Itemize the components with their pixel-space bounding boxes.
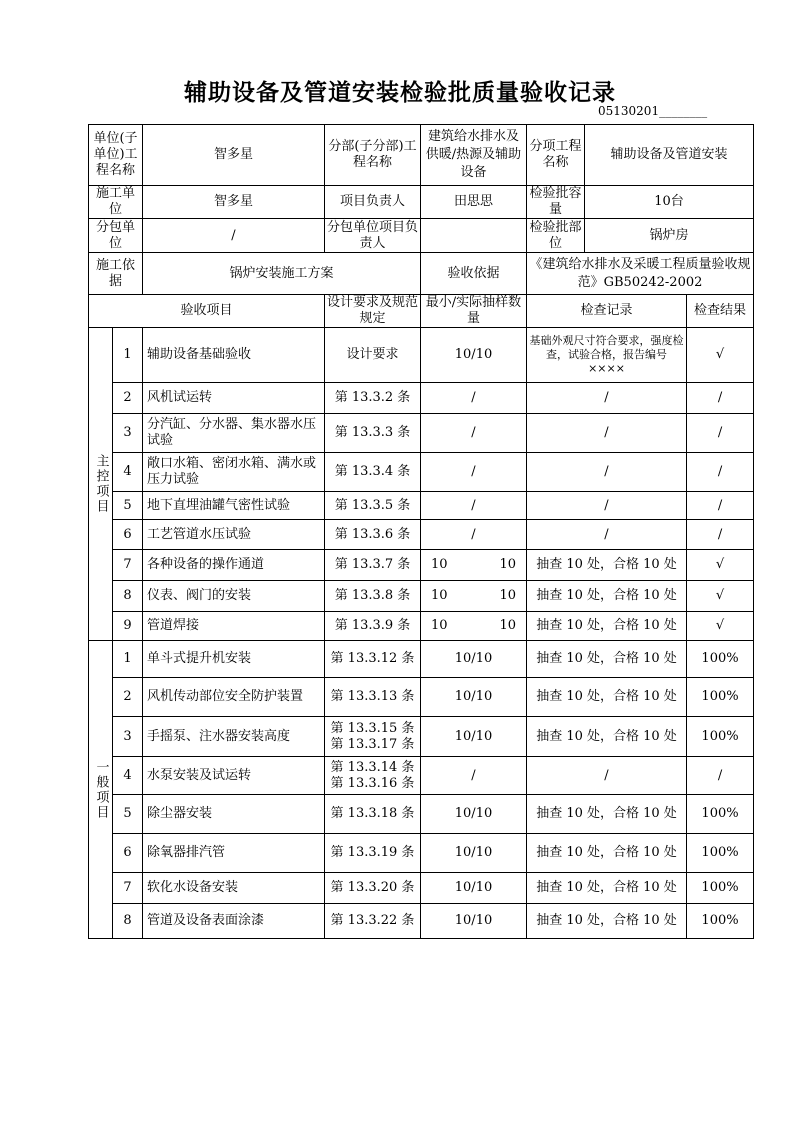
item-number: 8 (113, 904, 143, 939)
sub-pm-label: 分包单位项目负责人 (325, 219, 421, 253)
col-record-header: 检查记录 (527, 295, 687, 328)
item-number: 1 (113, 328, 143, 383)
requirement-line-1: 第 13.3.15 条 (330, 720, 415, 736)
item-record: 抽查 10 处，合格 10 处 (527, 550, 687, 581)
item-sample (421, 581, 527, 612)
item-requirement: 第 13.3.12 条 (325, 641, 421, 678)
requirement-line-2: 第 13.3.17 条 (330, 736, 415, 752)
table-row (89, 795, 754, 834)
item-sample: 10/10 (421, 328, 527, 383)
item-number: 6 (113, 520, 143, 550)
table-row (89, 550, 754, 581)
item-requirement: 第 13.3.4 条 (325, 453, 421, 492)
item-record: 抽查 10 处，合格 10 处 (527, 795, 687, 834)
main-items-group-label: 主控项目 (89, 328, 113, 641)
item-requirement: 第 13.3.8 条 (325, 581, 421, 612)
table-row (89, 873, 754, 904)
capacity-label: 检验批容量 (527, 186, 585, 219)
table-row (89, 492, 754, 520)
item-name: 管道焊接 (143, 612, 325, 641)
item-sample (421, 550, 527, 581)
item-sample: / (421, 453, 527, 492)
requirement-line-1: 第 13.3.14 条 (330, 759, 415, 775)
general-items-group-label: 一般项目 (89, 641, 113, 939)
item-requirement: 第 13.3.2 条 (325, 383, 421, 414)
form-code: 05130201________ (598, 104, 708, 118)
item-requirement (325, 717, 421, 757)
item-name: 各种设备的操作通道 (143, 550, 325, 581)
basis-label: 施工依据 (89, 253, 143, 295)
item-sample: 10/10 (421, 873, 527, 904)
item-name: 水泵安装及试运转 (143, 757, 325, 795)
item-result: / (687, 520, 754, 550)
item-result: 100% (687, 678, 754, 717)
item-name: 风机传动部位安全防护装置 (143, 678, 325, 717)
item-number: 7 (113, 550, 143, 581)
table-row (89, 328, 754, 383)
location-label: 检验批部位 (527, 219, 585, 253)
sample-actual: 10 (499, 557, 516, 572)
item-name: 管道及设备表面涂漆 (143, 904, 325, 939)
item-record: 抽查 10 处，合格 10 处 (527, 873, 687, 904)
item-requirement: 第 13.3.19 条 (325, 834, 421, 873)
item-result: √ (687, 612, 754, 641)
item-number: 3 (113, 717, 143, 757)
item-number: 7 (113, 873, 143, 904)
item-record: 抽查 10 处，合格 10 处 (527, 834, 687, 873)
col-item-header: 验收项目 (89, 295, 325, 328)
item-sample: / (421, 414, 527, 453)
table-row (89, 414, 754, 453)
pm-label: 项目负责人 (325, 186, 421, 219)
item-number: 2 (113, 383, 143, 414)
item-name: 软化水设备安装 (143, 873, 325, 904)
item-number: 4 (113, 757, 143, 795)
item-result: 100% (687, 641, 754, 678)
item-number: 5 (113, 795, 143, 834)
sample-min: 10 (431, 618, 448, 633)
item-sample: 10/10 (421, 795, 527, 834)
item-name: 仪表、阀门的安装 (143, 581, 325, 612)
item-name: 辅助设备基础验收 (143, 328, 325, 383)
col-sample-header: 最小/实际抽样数量 (421, 295, 527, 328)
table-row (89, 453, 754, 492)
item-record: 基础外观尺寸符合要求，强度检查，试验合格，报告编号×××× (527, 328, 687, 383)
item-requirement: 第 13.3.13 条 (325, 678, 421, 717)
item-number: 4 (113, 453, 143, 492)
item-name: 风机试运转 (143, 383, 325, 414)
item-name: 除氧器排汽管 (143, 834, 325, 873)
item-requirement (325, 757, 421, 795)
item-name: 工艺管道水压试验 (143, 520, 325, 550)
item-number: 6 (113, 834, 143, 873)
item-record: / (527, 492, 687, 520)
item-sample (421, 612, 527, 641)
pm-value: 田思思 (421, 186, 527, 219)
acceptance-basis-value: 《建筑给水排水及采暖工程质量验收规范》GB50242-2002 (527, 253, 754, 295)
item-result: / (687, 383, 754, 414)
item-number: 1 (113, 641, 143, 678)
item-result: / (687, 414, 754, 453)
item-sample: 10/10 (421, 641, 527, 678)
item-requirement: 第 13.3.20 条 (325, 873, 421, 904)
item-result: 100% (687, 904, 754, 939)
requirement-line-2: 第 13.3.16 条 (330, 775, 415, 791)
item-record: / (527, 520, 687, 550)
table-row (89, 757, 754, 795)
sub-pm-value (421, 219, 527, 253)
unit-name-value: 智多星 (143, 125, 325, 186)
item-requirement: 设计要求 (325, 328, 421, 383)
item-name: 单斗式提升机安装 (143, 641, 325, 678)
subitem-value: 辅助设备及管道安装 (585, 125, 754, 186)
item-requirement: 第 13.3.9 条 (325, 612, 421, 641)
item-record: 抽查 10 处，合格 10 处 (527, 612, 687, 641)
item-name: 手摇泵、注水器安装高度 (143, 717, 325, 757)
item-result: / (687, 492, 754, 520)
sample-actual: 10 (499, 618, 516, 633)
item-name: 敞口水箱、密闭水箱、满水或压力试验 (143, 453, 325, 492)
item-record: 抽查 10 处，合格 10 处 (527, 678, 687, 717)
item-sample: 10/10 (421, 834, 527, 873)
col-requirement-header: 设计要求及规范规定 (325, 295, 421, 328)
constructor-label: 施工单位 (89, 186, 143, 219)
table-row (89, 581, 754, 612)
unit-name-label: 单位(子单位)工程名称 (89, 125, 143, 186)
item-record: / (527, 383, 687, 414)
item-record: 抽查 10 处，合格 10 处 (527, 904, 687, 939)
item-result: 100% (687, 717, 754, 757)
item-sample: 10/10 (421, 678, 527, 717)
item-record: 抽查 10 处，合格 10 处 (527, 581, 687, 612)
table-row (89, 383, 754, 414)
item-record: / (527, 453, 687, 492)
item-sample: / (421, 757, 527, 795)
item-requirement: 第 13.3.5 条 (325, 492, 421, 520)
subitem-label: 分项工程名称 (527, 125, 585, 186)
item-number: 9 (113, 612, 143, 641)
item-record: 抽查 10 处，合格 10 处 (527, 641, 687, 678)
sample-actual: 10 (499, 588, 516, 603)
item-number: 5 (113, 492, 143, 520)
item-number: 2 (113, 678, 143, 717)
table-row (89, 904, 754, 939)
item-sample: / (421, 492, 527, 520)
division-value: 建筑给水排水及供暖/热源及辅助设备 (421, 125, 527, 186)
division-label: 分部(子分部)工程名称 (325, 125, 421, 186)
item-requirement: 第 13.3.22 条 (325, 904, 421, 939)
item-result: √ (687, 328, 754, 383)
table-row (89, 717, 754, 757)
table-row (89, 678, 754, 717)
item-sample: 10/10 (421, 717, 527, 757)
item-record: 抽查 10 处，合格 10 处 (527, 717, 687, 757)
item-sample: / (421, 520, 527, 550)
location-value: 锅炉房 (585, 219, 754, 253)
table-row (89, 520, 754, 550)
item-record: / (527, 757, 687, 795)
sample-min: 10 (431, 557, 448, 572)
constructor-value: 智多星 (143, 186, 325, 219)
col-result-header: 检查结果 (687, 295, 754, 328)
subcontractor-value: / (143, 219, 325, 253)
item-name: 除尘器安装 (143, 795, 325, 834)
item-sample: / (421, 383, 527, 414)
acceptance-table (88, 124, 754, 939)
capacity-value: 10台 (585, 186, 754, 219)
item-requirement: 第 13.3.3 条 (325, 414, 421, 453)
item-result: / (687, 757, 754, 795)
sample-min: 10 (431, 588, 448, 603)
item-requirement: 第 13.3.7 条 (325, 550, 421, 581)
item-result: √ (687, 550, 754, 581)
item-number: 8 (113, 581, 143, 612)
item-requirement: 第 13.3.18 条 (325, 795, 421, 834)
item-result: 100% (687, 873, 754, 904)
item-result: √ (687, 581, 754, 612)
item-requirement: 第 13.3.6 条 (325, 520, 421, 550)
item-number: 3 (113, 414, 143, 453)
item-name: 地下直埋油罐气密性试验 (143, 492, 325, 520)
item-result: / (687, 453, 754, 492)
page-title: 辅助设备及管道安装检验批质量验收记录 (184, 79, 616, 106)
item-result: 100% (687, 834, 754, 873)
acceptance-basis-label: 验收依据 (421, 253, 527, 295)
table-row (89, 612, 754, 641)
item-result: 100% (687, 795, 754, 834)
item-name: 分汽缸、分水器、集水器水压试验 (143, 414, 325, 453)
subcontractor-label: 分包单位 (89, 219, 143, 253)
basis-value: 锅炉安装施工方案 (143, 253, 421, 295)
item-record: / (527, 414, 687, 453)
table-row (89, 834, 754, 873)
table-row (89, 641, 754, 678)
item-sample: 10/10 (421, 904, 527, 939)
